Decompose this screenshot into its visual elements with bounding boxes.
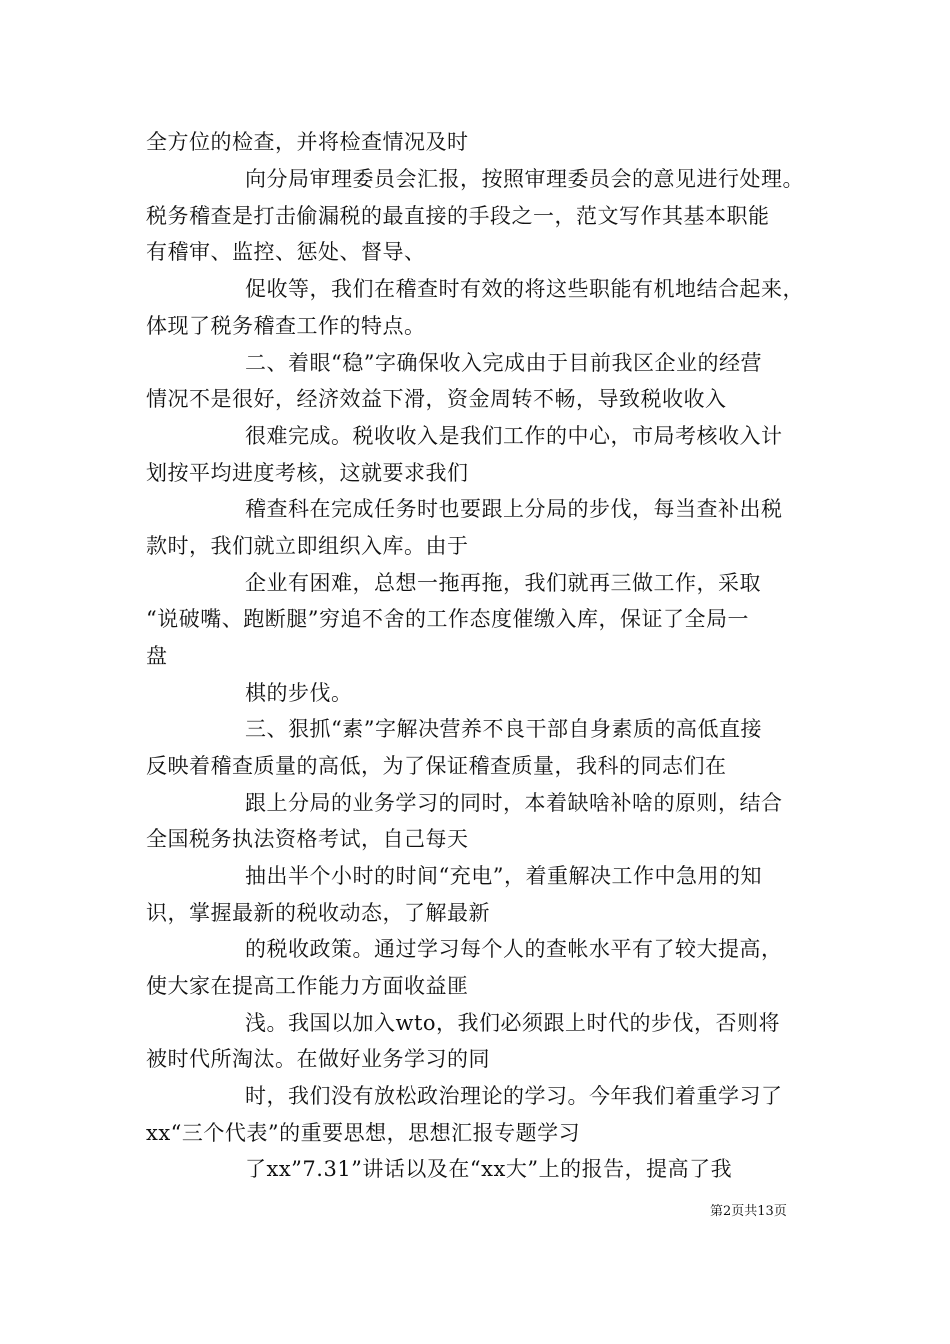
text-line: 使大家在提高工作能力方面收益匪 [146, 974, 469, 998]
text-line: 的税收政策。通过学习每个人的查帐水平有了较大提高， [245, 937, 783, 961]
text-line: 税务稽查是打击偷漏税的最直接的手段之一，范文写作其基本职能 [146, 204, 770, 228]
text-line: 三、狠抓“素”字解决营养不良干部自身素质的高低直接 [245, 717, 762, 741]
text-line: 稽查科在完成任务时也要跟上分局的步伐，每当查补出税 [245, 497, 783, 521]
text-line: xx“三个代表”的重要思想，思想汇报专题学习 [146, 1121, 581, 1145]
text-line: 跟上分局的业务学习的同时，本着缺啥补啥的原则，结合 [245, 791, 783, 815]
text-line: 促收等，我们在稽查时有效的将这些职能有机地结合起来， [245, 277, 804, 301]
text-line: 款时，我们就立即组织入库。由于 [146, 534, 469, 558]
text-line: 有稽审、监控、惩处、督导、 [146, 240, 426, 264]
text-line: 反映着稽查质量的高低，为了保证稽查质量，我科的同志们在 [146, 754, 727, 778]
text-line: 划按平均进度考核，这就要求我们 [146, 461, 469, 485]
text-line: “说破嘴、跑断腿”穷追不舍的工作态度催缴入库，保证了全局一 [146, 607, 749, 631]
text-line: 全国税务执法资格考试，自己每天 [146, 827, 469, 851]
text-line: 情况不是很好，经济效益下滑，资金周转不畅，导致税收收入 [146, 387, 727, 411]
text-line: 棋的步伐。 [245, 681, 353, 705]
text-line: 向分局审理委员会汇报，按照审理委员会的意见进行处理。 [245, 167, 804, 191]
text-line: 体现了税务稽查工作的特点。 [146, 314, 426, 338]
text-line: 被时代所淘汰。在做好业务学习的同 [146, 1047, 490, 1071]
text-line: 全方位的检查，并将检查情况及时 [146, 130, 469, 154]
text-line: 识，掌握最新的税收动态，了解最新 [146, 901, 490, 925]
text-line: 了xx”7.31”讲话以及在“xx大”上的报告，提高了我 [245, 1157, 733, 1181]
text-line: 浅。我国以加入wto，我们必须跟上时代的步伐，否则将 [245, 1011, 781, 1035]
text-line: 抽出半个小时的时间“充电”，着重解决工作中急用的知 [245, 864, 762, 888]
text-line: 很难完成。税收收入是我们工作的中心，市局考核收入计 [245, 424, 783, 448]
text-line: 时，我们没有放松政治理论的学习。今年我们着重学习了 [245, 1084, 783, 1108]
text-line: 二、着眼“稳”字确保收入完成由于目前我区企业的经营 [245, 351, 762, 375]
page-number: 第2页共13页 [710, 1204, 787, 1219]
text-line: 盘 [146, 644, 168, 668]
text-line: 企业有困难，总想一拖再拖，我们就再三做工作，采取 [245, 571, 761, 595]
